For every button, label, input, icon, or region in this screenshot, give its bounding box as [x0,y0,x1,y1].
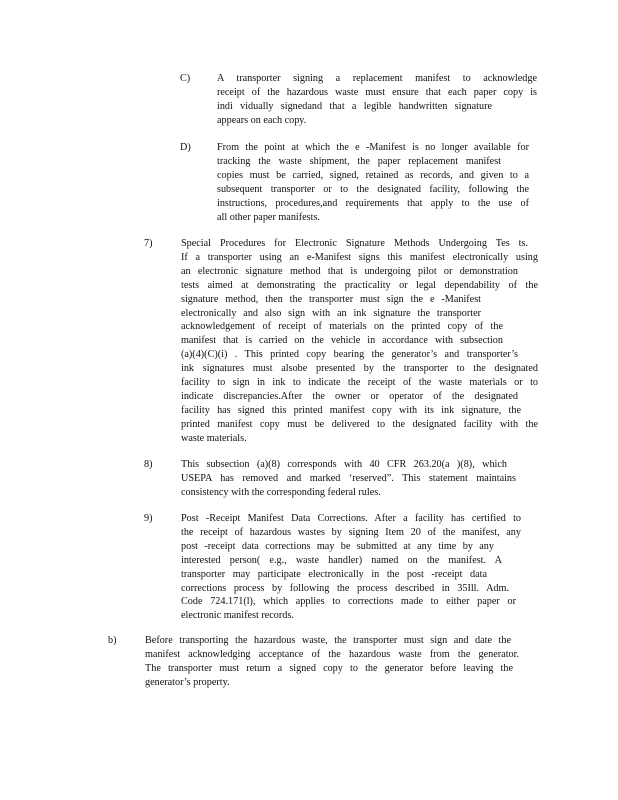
item-body-7 [181,237,538,446]
text-line: Special Procedures for Electronic Signature Methods Undergoing Tes ts. [181,238,528,249]
item-label-7: 7) [144,238,153,249]
item-body-8 [181,458,516,500]
text-line: Before transporting the hazardous waste, the transporter must sign and date the [145,635,511,646]
text-line: post -receipt data corrections may be submitted at any time by any [181,540,494,552]
item-label-c: C) [180,73,191,84]
text-line: This subsection (a)(8) corresponds with 40 CFR 263.20(a )(8), which [181,459,507,470]
text-line: The transporter must return a signed copy to the generator before leaving the [145,662,513,674]
text-line: A transporter signing a replacement manifest to acknowledge [217,73,537,84]
text-line: manifest that is carried on the vehicle in accordance with subsection [181,335,503,347]
text-line: USEPA has removed and marked ‘reserved”. This statement maintains [181,472,516,484]
text-line: Code 724.171(l), which applies to corrections made to either paper or [181,596,516,608]
text-line: an electronic signature method that is undergoing pilot or demonstration [181,265,518,277]
text-line: subsequent transporter or to the designated facility, following the [217,183,529,195]
text-line: indi vidually signedand that a legible handwritten signature [217,100,492,112]
text-line: facility to sign in ink to indicate the receipt of the waste materials or to [181,377,538,389]
item-label-b: b) [108,635,117,646]
text-line: interested person( e.g., waste handler) named on the manifest. A [181,554,502,566]
item-label-d: D) [180,142,191,153]
text-line: waste materials. [181,432,247,444]
text-line: consistency with the corresponding federal rules. [181,486,381,498]
text-line: printed manifest copy must be delivered to the designated facility with the [181,418,538,430]
text-line: tests aimed at demonstrating the practicality or legal dependability of the [181,279,538,291]
text-line: copies must be carried, signed, retained as records, and given to a [217,169,529,181]
item-body-b [145,634,519,690]
text-line: all other paper manifests. [217,211,320,223]
item-label-8: 8) [144,459,153,470]
text-line: Post -Receipt Manifest Data Corrections. After a facility has certified to [181,513,521,524]
text-line: tracking the waste shipment, the paper replacement manifest [217,155,501,167]
text-line: electronically and also sign with an ink signature the transporter [181,307,481,319]
text-line: corrections process by following the process described in 35Ill. Adm. [181,582,509,594]
text-line: If a transporter using an e-Manifest signs this manifest electronically using [181,251,538,263]
text-line: receipt of the hazardous waste must ensure that each paper copy is [217,86,537,98]
item-body-c [217,72,537,128]
text-line: (a)(4)(C)(i) . This printed copy bearing the generator’s and transporter’s [181,349,518,361]
text-line: acknowledgement of receipt of materials on the printed copy of the [181,321,503,333]
text-line: the receipt of hazardous wastes by signing Item 20 of the manifest, any [181,526,521,538]
text-line: generator’s property. [145,676,230,688]
text-line: electronic manifest records. [181,610,294,622]
text-line: transporter may participate electronically in the post -receipt data [181,568,487,580]
text-line: From the point at which the e -Manifest is no longer available for [217,142,529,153]
item-body-9 [181,512,521,623]
item-body-d [217,141,529,224]
text-line: appears on each copy. [217,114,307,126]
text-line: signature method, then the transporter must sign the e -Manifest [181,293,481,305]
text-line: instructions, procedures,and requirements that apply to the use of [217,197,529,209]
text-line: manifest acknowledging acceptance of the hazardous waste from the generator. [145,648,519,660]
text-line: facility has signed this printed manifest copy with its ink signature, the [181,404,521,416]
text-line: indicate discrepancies.After the owner or operator of the designated [181,390,518,402]
item-label-9: 9) [144,513,153,524]
text-line: ink signatures must alsobe presented by the transporter to the designated [181,363,538,375]
